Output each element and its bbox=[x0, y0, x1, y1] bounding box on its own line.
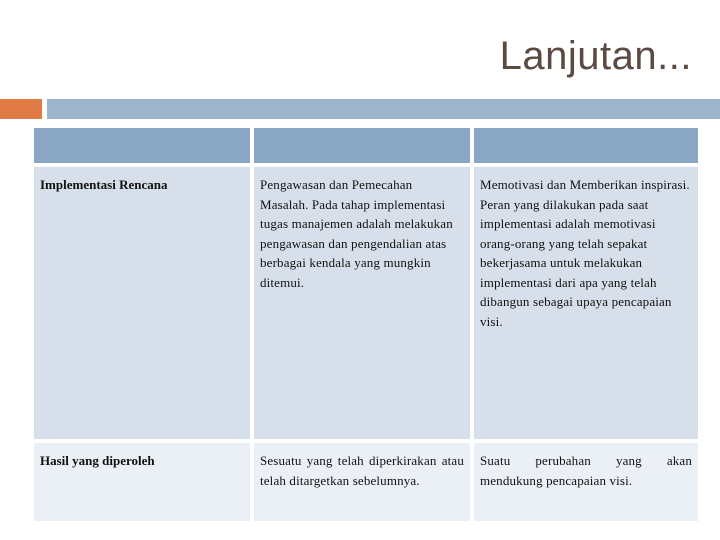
table-cell: Suatu perubahan yang akan mendukung pencapaian visi. bbox=[474, 443, 698, 521]
table-header-row bbox=[34, 128, 698, 163]
table-header-cell bbox=[474, 128, 698, 163]
accent-bar-orange bbox=[0, 99, 42, 119]
table-row bbox=[34, 443, 698, 521]
table-header-cell bbox=[254, 128, 470, 163]
accent-bar-blue bbox=[47, 99, 720, 119]
table-cell: Pengawasan dan Pemecahan Masalah. Pada tahap implementasi tugas manajemen adalah melakukan pengawasan dan pengendalian atas berbagai kendala yang mungkin ditemui. bbox=[254, 167, 470, 439]
table-cell: Memotivasi dan Memberikan inspirasi. Peran yang dilakukan pada saat implementasi adalah memotivasi orang-orang yang telah sepakat bekerjasama untuk melakukan implementasi dari apa yang telah dibangun sebagai upaya pencapaian visi. bbox=[474, 167, 698, 439]
slide-title: Lanjutan... bbox=[499, 34, 692, 78]
row-label: Hasil yang diperoleh bbox=[34, 443, 250, 521]
content-table bbox=[30, 124, 702, 525]
table-header-cell bbox=[34, 128, 250, 163]
row-label: Implementasi Rencana bbox=[34, 167, 250, 439]
table-row bbox=[34, 167, 698, 439]
table-cell: Sesuatu yang telah diperkirakan atau telah ditargetkan sebelumnya. bbox=[254, 443, 470, 521]
